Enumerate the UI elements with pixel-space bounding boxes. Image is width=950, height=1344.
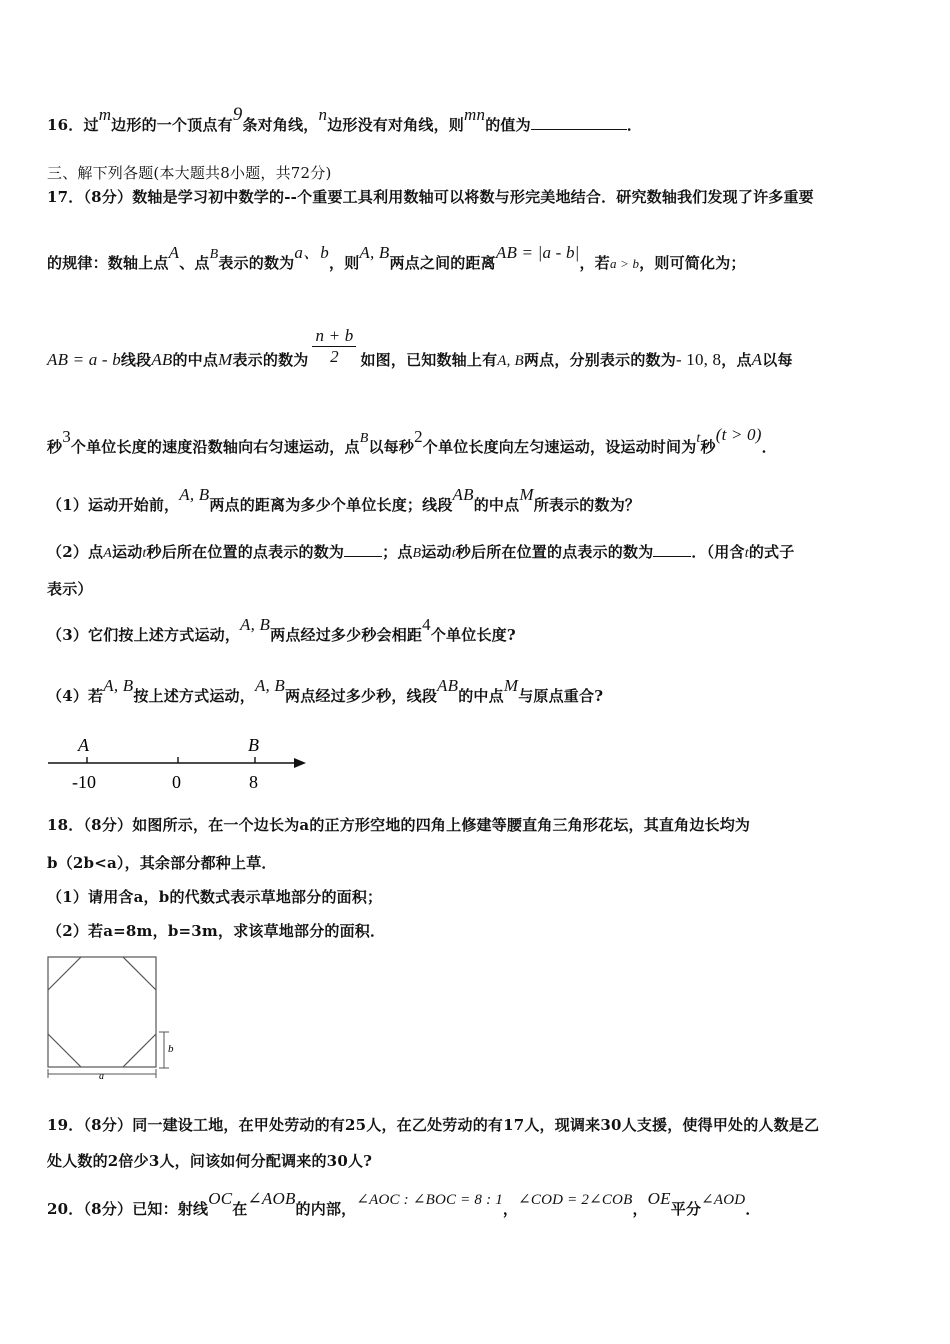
vars-ab: a、b bbox=[294, 243, 329, 262]
q18-line-1: 18．（8分）如图所示，在一个边长为a的正方形空地的四角上修建等腰直角三角形花坛，其直角边长均为 bbox=[47, 816, 751, 834]
q20-text: ， bbox=[632, 1200, 648, 1218]
q17-text: 线段 bbox=[120, 350, 152, 369]
q16-answer-blank[interactable] bbox=[531, 115, 627, 130]
number-line-tick-label: 0 bbox=[172, 772, 181, 792]
q17-text: ． bbox=[761, 438, 777, 456]
distance-4: 4 bbox=[422, 615, 431, 634]
angle-ratio: ∠AOC : ∠BOC = 8 : 1 bbox=[356, 1192, 503, 1208]
points-AB: A, B bbox=[179, 485, 210, 504]
q17-line-2 bbox=[47, 243, 746, 273]
point-values: - 10, 8 bbox=[675, 349, 722, 369]
q18-sub-1: （1）请用含a，b的代数式表示草地部分的面积； bbox=[47, 888, 383, 906]
distance-formula: AB = |a - b| bbox=[495, 243, 580, 262]
q17-sub-2-cont: 表示） bbox=[47, 580, 93, 598]
q17-text: 的式子 bbox=[748, 543, 795, 561]
points-AB: A, B bbox=[359, 243, 390, 262]
simplified-formula: AB = a - b bbox=[47, 349, 121, 369]
q17-sub-3 bbox=[47, 615, 516, 645]
q17-text: （4）若 bbox=[47, 687, 104, 705]
q17-text: 两点的距离为多少个单位长度；线段 bbox=[209, 496, 453, 514]
midpoint-M: M bbox=[519, 485, 534, 504]
triangle-edge bbox=[48, 1034, 81, 1067]
q16-text-3: 条对角线， bbox=[242, 116, 319, 134]
angle-AOB: ∠AOB bbox=[247, 1189, 296, 1208]
q17-text: （3）它们按上述方式运动， bbox=[47, 626, 241, 644]
q17-text: （2）点 bbox=[47, 543, 104, 561]
q17-text: 秒 bbox=[47, 438, 63, 456]
q16-text-5: 的值为 bbox=[485, 116, 531, 134]
q16-num-9: 9 bbox=[232, 104, 243, 125]
ray-OC: OC bbox=[208, 1189, 233, 1208]
q17-text: 按上述方式运动， bbox=[133, 687, 255, 705]
q16-var-n: n bbox=[318, 105, 328, 124]
q20-text: 在 bbox=[232, 1200, 248, 1218]
q17-text: ，若 bbox=[579, 254, 610, 272]
q17-text: 两点之间的距离 bbox=[389, 254, 496, 272]
q17-text: ．（用含 bbox=[691, 543, 745, 561]
point-B: B bbox=[359, 431, 369, 446]
q17-text: ，则可简化为； bbox=[639, 254, 746, 272]
points-AB: A, B bbox=[497, 352, 524, 369]
q17-text: 的中点 bbox=[458, 687, 504, 705]
q17-text: ；点 bbox=[382, 543, 413, 561]
var-t: t bbox=[142, 546, 147, 561]
points-AB: A, B bbox=[103, 676, 134, 695]
q17-text: 以每 bbox=[762, 350, 793, 369]
q17-text: 的中点 bbox=[172, 350, 219, 369]
q17-text: 所表示的数为？ bbox=[533, 496, 641, 514]
angle-AOD: ∠AOD bbox=[701, 1192, 746, 1208]
fraction-numerator: n + b bbox=[312, 326, 356, 347]
q17-sub-2 bbox=[47, 541, 794, 562]
dimension-b-label: b bbox=[168, 1043, 174, 1055]
answer-blank-A[interactable] bbox=[344, 542, 382, 557]
point-B: B bbox=[412, 546, 422, 561]
triangle-edge bbox=[123, 1034, 156, 1067]
q17-line-3 bbox=[47, 326, 793, 367]
section-heading: 三、解下列各题(本大题共8小题，共72分) bbox=[47, 164, 332, 182]
triangle-edge bbox=[48, 957, 81, 990]
q17-sub-1 bbox=[47, 485, 641, 515]
speed-2: 2 bbox=[414, 427, 423, 446]
segment-AB: AB bbox=[452, 485, 474, 504]
q20-text: 的内部， bbox=[295, 1200, 357, 1218]
number-line-tick-label: -10 bbox=[72, 772, 96, 792]
ray-OE: OE bbox=[647, 1189, 671, 1208]
point-A: A bbox=[103, 546, 113, 561]
square-garden-figure bbox=[44, 952, 184, 1080]
q17-text: （1）运动开始前， bbox=[47, 496, 180, 514]
q16-text-1: 16．过 bbox=[47, 116, 99, 134]
q20-line bbox=[47, 1189, 761, 1219]
q16-line bbox=[47, 104, 643, 136]
midpoint-fraction bbox=[312, 326, 356, 367]
q17-text: 、点 bbox=[179, 254, 210, 272]
q17-text: 两点经过多少秒会相距 bbox=[270, 626, 423, 644]
q17-text: 表示的数为 bbox=[218, 254, 295, 272]
q17-text: 运动 bbox=[112, 543, 143, 561]
point-B: B bbox=[209, 247, 219, 262]
q17-text: 个单位长度的速度沿数轴向右匀速运动，点 bbox=[70, 438, 360, 456]
speed-3: 3 bbox=[62, 427, 71, 446]
q18-sub-2: （2）若a=8m，b=3m，求该草地部分的面积． bbox=[47, 922, 386, 940]
q17-text: 以每秒 bbox=[368, 438, 415, 456]
q17-text: 个单位长度? bbox=[430, 626, 516, 644]
q17-text: ，点 bbox=[721, 350, 752, 369]
segment-AB: AB bbox=[437, 676, 459, 695]
q17-text: 秒 bbox=[700, 438, 716, 456]
q20-text: 平分 bbox=[670, 1200, 702, 1218]
q17-text: 秒后所在位置的点表示的数为 bbox=[455, 543, 654, 561]
q20-text: ． bbox=[745, 1200, 761, 1218]
triangle-edge bbox=[123, 957, 156, 990]
q17-sub-4 bbox=[47, 676, 604, 706]
q19-line-2: 处人数的2倍少3人，问该如何分配调来的30人? bbox=[47, 1152, 373, 1170]
points-AB: A, B bbox=[240, 615, 271, 634]
dimension-a-label: a bbox=[99, 1071, 104, 1080]
q16-var-mn: mn bbox=[464, 105, 486, 124]
q20-text: ， bbox=[502, 1200, 519, 1218]
q16-var-m: m bbox=[98, 105, 112, 124]
point-A: A bbox=[168, 243, 180, 262]
q17-text: 的中点 bbox=[473, 496, 520, 514]
points-AB: A, B bbox=[254, 676, 286, 695]
number-line-label-A: A bbox=[78, 735, 89, 755]
q20-text: 20．（8分）已知：射线 bbox=[47, 1200, 209, 1218]
number-line-figure bbox=[44, 733, 314, 793]
q17-text: ，则 bbox=[329, 254, 360, 272]
q17-text: 如图，已知数轴上有 bbox=[360, 350, 498, 369]
q17-text: 秒后所在位置的点表示的数为 bbox=[146, 543, 345, 561]
segment-AB: AB bbox=[151, 349, 173, 369]
var-t: t bbox=[696, 431, 701, 446]
q17-text: 个单位长度向左匀速运动，设运动时间为 bbox=[422, 438, 697, 456]
point-A: A bbox=[751, 349, 763, 369]
q17-text: 的规律：数轴上点 bbox=[47, 254, 169, 272]
q16-text-4: 边形没有对角线，则 bbox=[327, 116, 465, 134]
q17-text: 表示的数为 bbox=[232, 350, 309, 369]
midpoint-M: M bbox=[218, 349, 233, 369]
q16-text-6: ． bbox=[626, 116, 643, 134]
q18-line-2: b（2b<a），其余部分都种上草． bbox=[47, 854, 277, 872]
q19-line-1: 19．（8分）同一建设工地，在甲处劳动的有25人，在乙处劳动的有17人，现调来30人支援，使得甲处的人数是乙 bbox=[47, 1116, 820, 1134]
number-line-label-B: B bbox=[248, 735, 259, 755]
q17-text: 两点，分别表示的数为 bbox=[523, 350, 676, 369]
number-line-arrow-icon bbox=[294, 758, 306, 768]
number-line-tick-label: 8 bbox=[249, 772, 258, 792]
q17-line-4 bbox=[47, 425, 777, 457]
t-condition: (t > 0) bbox=[715, 425, 762, 444]
midpoint-M: M bbox=[503, 676, 519, 695]
q17-text: 两点经过多少秒，线段 bbox=[285, 687, 438, 705]
condition-a-gt-b: a > b bbox=[609, 256, 640, 271]
fraction-denominator: 2 bbox=[330, 347, 339, 366]
q17-text: 运动 bbox=[421, 543, 452, 561]
q16-text-2: 边形的一个顶点有 bbox=[111, 116, 233, 134]
var-t: t bbox=[744, 546, 749, 561]
q17-line-1: 17．（8分）数轴是学习初中数学的--个重要工具利用数轴可以将数与形完美地结合．研究数轴我们发现了许多重要 bbox=[47, 188, 814, 206]
angle-cod: ∠COD = 2∠COB bbox=[518, 1192, 633, 1208]
var-t: t bbox=[451, 546, 456, 561]
q17-text: 与原点重合? bbox=[518, 687, 604, 705]
answer-blank-B[interactable] bbox=[653, 542, 691, 557]
